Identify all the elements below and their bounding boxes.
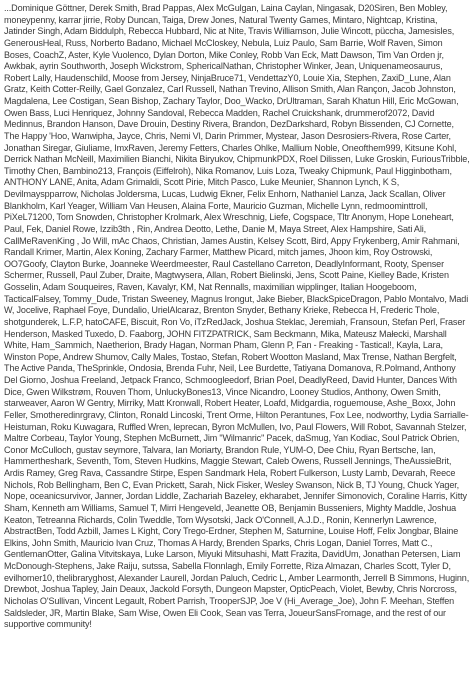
backer-credits-text: ...Dominique Göttner, Derek Smith, Brad Pappas, Alex McGulgan, Laina Caylan, Ningasak, D20Siren, Ben Mobley, moneypenny, karrar jirrie, Roby Duncan, Taiga, Drew Jones, Natural Twenty Games, Mintaro, Nightcap, Kristina, Jatinder Singh, Adam Biddulph, Rebecca Hubbard, Nic at Nite, Travis Williamson, Julie Wincott, püccha, Jamesisles, GenerousHeal, Russ, Norberto Badano, Michael McCloskey, Nebula, Luiz Paulo, Sam Barrie, Wolf Raven, Simon Boses, CoachZ, Aster, Kyle Vuolenco, Dylan Dorton, Mike Conley, Robb Van Eck, Matt Dawson, Tim Van Orden jr, Awkbak, ayrin Southworth, Joseph Wickstrom, SphericalNathan, Christopher Winker, Jean, Uniquenameosaurus, Robert Lally, Haudenschild, Moose from Jersey, NinjaBruce71, VendettazY0, Louie Xia, Stephen, ZaxiD_Lune, Alan Gratz, Keith Cotter-Reilly, Gael Gonzalez, Carl Russell, Nathan Trevino, Allison Smith, Alan Rançon, Jacob Johnston, Magdalena, Lee Costigan, Sean Bishop, Zachary Taylor, Doo_Wacko, DrUltraman, Sarah Khatun Hill, Eric McGowan, Owen Bass, Luci Henriquez, Johnny Sandoval, Rebecca Madden, Rachel Cruickshank, drummerof2072, David Medinnus, Brandon Hanson, Dave Drouin, Destiny Rivera, Brandon, DezDarkshard, Robyn Bissenden, CJ Cornette, The Happy 'Hoo, Wanwipha, Jayce, Chris, Nemi Vl, Darin Primmer, Mystear, Jason Desrosiers-Rivera, Rose Carter, Jonathan Siregar, Giuliame, ImxRaven, Jeremy Fetters, Charles Ohlke, Mallium Noble, Oneofthem999, Kitsune Kohl, Derrick Nathan McNeill, Maximilien Bianchi, Nikita Biryukov, ChipmunkPDX, Roel Dilissen, Luke Groskin, FuriousTribble, Timothy Chen, Bambino213, François (Eiffelroh), Nika Romanov, Luis Loza, Tweaky Chipmunk, Paul Higginbotham, ANTHONY LANE, Anita, Adam Grimaldi, Scott Pirie, Mitch Pasco, Luke Meunier, Shannon Lynch, K S, Devilmayspparrow, Nicholas Joldersma, Lucas, Ludwig Ekner, Felix Enhorn, Nathaniel Lanza, Jack Scallan, Oliver Blankholm, Karl Yeager, William Van Heusen, Alaina Forte, Mauricio Guzman, Michelle Lynn, redmoominttroll, PiXeL71200, Tom Snowden, Christopher Krolmark, Alex Wreschnig, Liefe, Cogspace, Tltr Anonym, Hope Loneheart, Paul, Fek, Daniel Rowe, Izzib3th , Rin, Andrea Deotto, Lethe, Danie M, Maya Street, Alex Hampshire, Sati Ali, CallMeRavenKing , Jo Will, mAc Chaos, Christian, James Austin, Kelsey Scott, Bird, Appy Frykenberg, Amir Rahmani, Randall Krimer, Martin, Alex Koning, Zachary Farmer, Matthew Picard, mitch james, Jhoon kim, Roy Ostrowski, OO7Goofy, Clayton Burke, Joanneke Weerdmeester, Raul Castellano Carreton, DeadlyInformant, Rooty, Spenser Schermer, Russell, Paul Zuber, Draite, Magtwysera, Allan, Robert Bielinski, Jens, Scott Paine, Kielley Bade, Kristen Gosselin, Adam Souqueires, Raven, Kavalyr, KM, Nat Rennalls, maximilian wipplinger, Italian Hoogeboom, TacticalFalsey, Tommy_Dude, Tristan Sweeney, Magnus Irongut, Jake Bieber, BlackSpiceDragon, Pablo Montalvo, Madi W, Jocelive, Raphael Foye, Dundalio, UrielAlcaraz, Brenton Snyder, Bethany Krieke, Rebecca H, Frederic Thole, shotgunderek, L.F.P, hatoCAFE, Biscuit, Ron Vo, iTzRedJack, Joshua Steklac, Jeremiah, Fransoun, Stefan Perl, Fraser Henderson, Masked Tuxedo, D. Faaborg, JOHN FITZPATRICK, Sam Beckmann, Mika, Mateusz Małecki, Marshall White, Ham_Sammich, Naetherion, Brady Hagan, Norman Pham, Glenn P, Fan - Freaking - Tastical!, Kayla, Lara, Winston Pope, Andrew Shumov, Cally Males, Tostao, Stefan, Robert Wootton Masland, Max Trense, Nathan Bergfelt, The Active Panda, TheSprinkle, Ondosia, Brenda Fuhr, Neil, Lee Burdette, Tatiyana Domanova, R.Polmand, Anthony Del Giorno, Joshua Freeland, Jetpack Franco, Schmoogleedorf, Brian Poel, DeadlyReed, David Hunter, Dances With Dice, Gwen Wilkstrøm, Rouven Thom, UnluckyBones13, Vince Nicandro, Looney Studios, Anthony, Owen Smith, starweaver, Aaron W Gentry, Mirriky, Matt Kronwall, Robert Heater, Loafd, Midgardia, roguemouse, Ashe_Boxx, John Feller, Smotheredinrgravy, Clinton, Ronald Lincoski, Trent Orme, Hilton Perantunes, Fox Lee, nodworthy, Lydia Sarrialle-Heistuman, Roku Kuwagara, Ruffled Wren, leprecan, Byron McMullen, Ivo, Paul Flowers, Will Robot, Savannah Stelzer, Maltre Corbeau, Taylor Young, Stephen McBurnett, Jim "Wilmanric" Pacek, daSmug, Yan Kodiac, Soul Patrick Obrien, Conor McCulloch, gustav seymore, Talvara, Ian Moriarty, Brandon Rule, YUM-O, Dee Chiu, Ryan Bertsche, Ian, Hammertheshark, Seventh, Tom, Steven Hudkins, Maggie Stewart, Caleb Owens, Russell Jennings, TheAussieBrit, Ardis Ramey, Greg Rava, Cassandre Stirpe, Espen Sandmark Hela, Robert Fulkerson, Lusty Lamb, Devarah, Reece Nichols, Rob Bellingham, Ben C, Evan Prickett, Sarah, Nick Fisker, Wesley Swanson, Nick B, TJ Young, Chuck Yager, Nope, oceanicsurvivor, Janner, Jordan Liddle, Zachariah Bazeley, ekharabet, Jennifer Simonovich, Coraline Harris, Kitty Sham, Kenneth am Williams, Samuel T, Mirri Hengeveld, Jeanette OB, Benjamin Busseniers, Mighty Maddle, Joshua Keaton, Tetreanna Richards, Colin Tweddle, Tom Wysotski, Jack O'Connell, A.J.D., Ronin, Kennerlyn Lawrence, AbstractBen, Todd Azbill, James L Kight, Cory Trego-Erdner, Stephen M, Saturnine, Louise Hoff, Felix Jongbar, Blaine Elkins, John Smith, Mauricio Ivan Cruz, Thomas A Hardy, Brenden Sparks, Chris Logan, Daniel Torres, Matt C., GentlemanOtter, Galina Vitvitskaya, Luke Larson, Miyuki Mitsuhashi, Matt Frazita, DavidUm, Jonathan Petersen, Liam McDonough-Stephens, Jake Raiju, sutssa, Sabella Flonnlagh, Emily Forrette, Riza Almazan, Charles Scott, Tyler D, evilhomer10, thelibraryghost, Alexander Laurell, Jordan Paluch, Cedric L, Amber Learmonth, Jerrell B Simmons, Huginn, Drewbot, Joshua Tapley, Jain Deaux, Jackold Forsyth, Dungeon Mapster, OpticPeach, Violet, Bewby, Chris Norcross, Nicholas O'Sullivan, Vincent Legault, Robert Parrish, TrooperSJP, Joe V (Hi_Average_Joe), John F. Meehan, Steffen Saldsleder, JR, Martin Blake, Sam Wise, Owen Eli Cook, Sean vas Terra, JoueurSansFromage, and the rest of our supportive community! [4,3,470,630]
